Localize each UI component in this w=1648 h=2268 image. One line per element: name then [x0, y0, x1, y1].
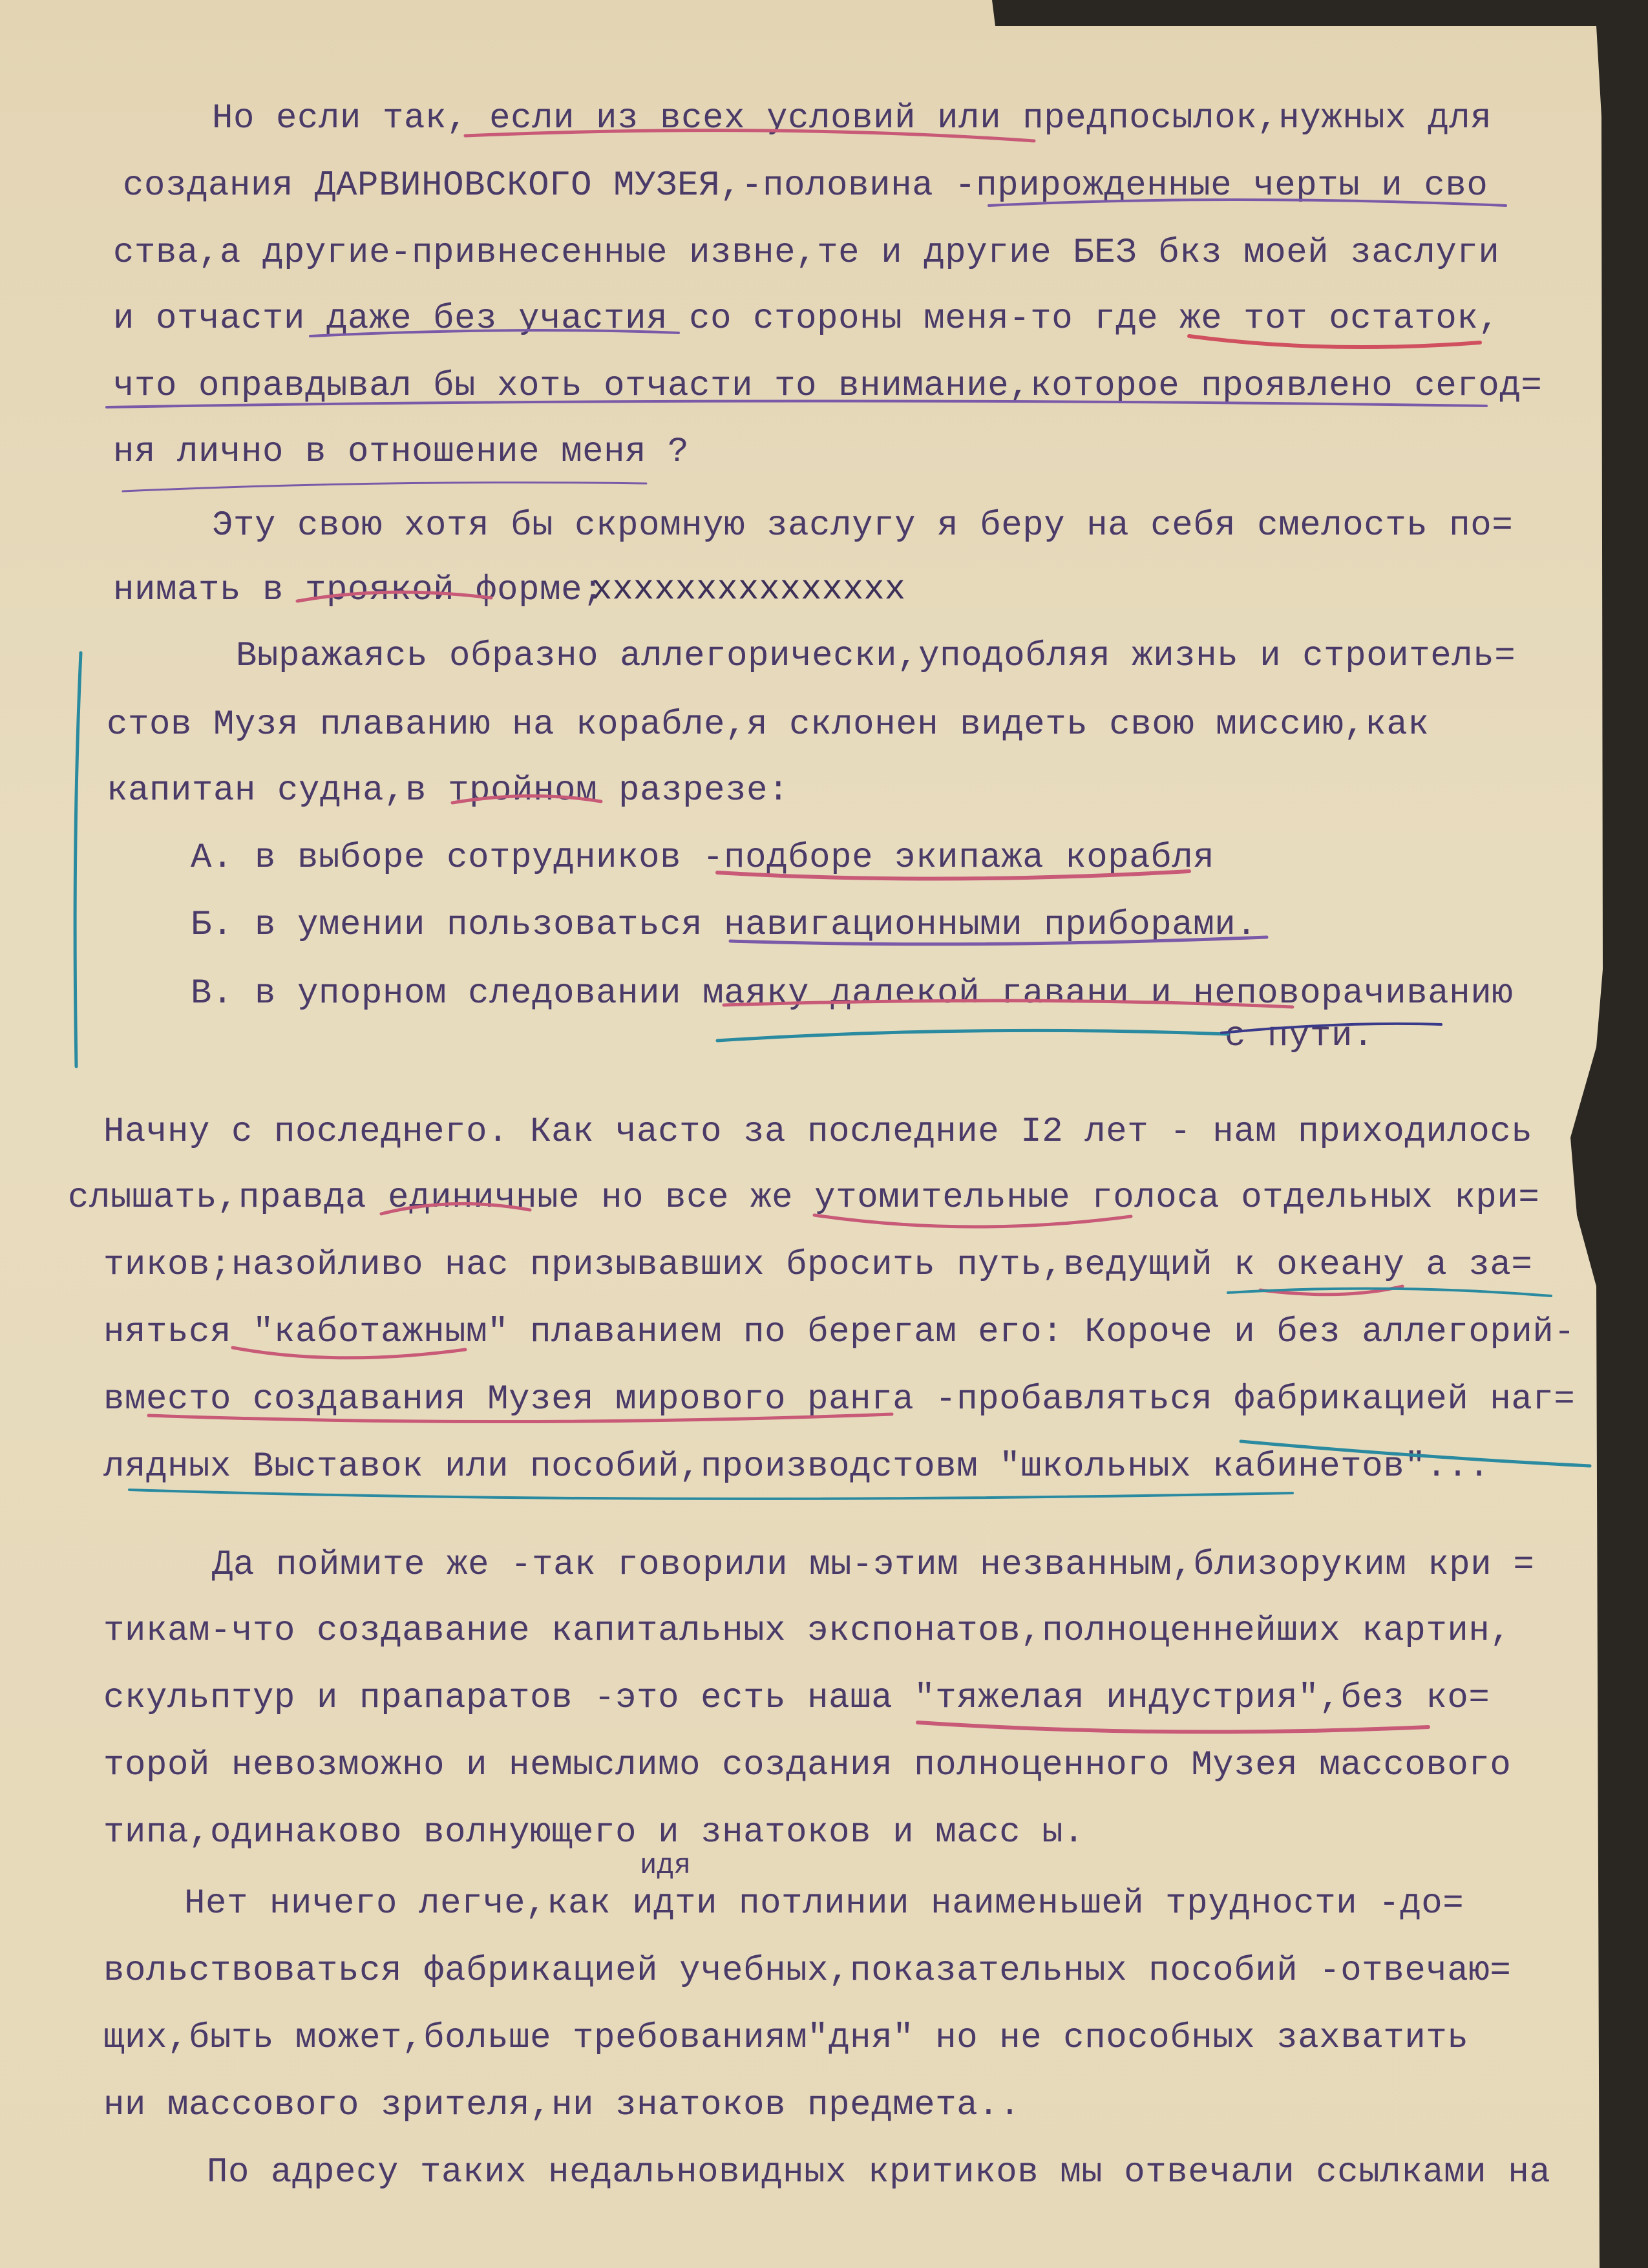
text-line: Но если так, если из всех условий или предпосылок,нужных для [212, 99, 1492, 138]
text-line: няться "каботажным" плаванием по берегам его: Короче и без аллегорий- [103, 1313, 1576, 1352]
pencil-margin-line [75, 653, 81, 1066]
pencil-underline [297, 592, 491, 601]
pencil-underline [1241, 1441, 1590, 1466]
text-line: стов Музя плаванию на корабле,я склонен видеть свою миссию,как [107, 705, 1430, 745]
pencil-underline [918, 1722, 1428, 1732]
text-line: нимать в троякой форме; [113, 571, 604, 610]
text-line: Нет ничего легче,как идти потлинии наименьшей трудности -до= [184, 1884, 1464, 1924]
text-line: типа,одинаково волнующего и знатоков и масс ы. [103, 1813, 1085, 1852]
text-line: Выражаясь образно аллегорически,уподобляя жизнь и строитель= [236, 637, 1516, 676]
text-line: слышать,правда единичные но все же утомительные голоса отдельных кри= [68, 1178, 1540, 1218]
text-line: и отчасти даже без участия со стороны меня-то где же тот остаток, [113, 299, 1500, 339]
list-item: В. в упорном следовании маяку далекой гавани и неповорачиванию [191, 974, 1514, 1013]
pencil-underline [814, 1215, 1131, 1227]
text-line: вместо создавания Музея мирового ранга -пробавляться фабрикацией наг= [103, 1380, 1576, 1419]
pencil-underline [123, 483, 646, 492]
handwritten-insertion: идя [640, 1850, 692, 1882]
list-item: Б. в умении пользоваться навигационными приборами. [191, 906, 1258, 945]
text-line: лядных Выставок или пособий,производстовм "школьных кабинетов"... [103, 1447, 1490, 1487]
text-line: тикам-что создавание капитальных экспонатов,полноценнейших картин, [103, 1611, 1512, 1651]
text-line: Эту свою хотя бы скромную заслугу я беру на себя смелость по= [212, 506, 1514, 546]
text-line: По адресу таких недальновидных критиков мы отвечали ссылками на [207, 2153, 1551, 2192]
text-line: торой невозможно и немыслимо создания полноценного Музея массового [103, 1746, 1512, 1785]
struck-out-text: xxxxxxxxxxxxxxx [591, 570, 906, 609]
pencil-underline [989, 200, 1506, 206]
list-item-continuation: с пути. [1225, 1017, 1375, 1056]
text-line: капитан судна,в тройном разрезе: [107, 771, 790, 811]
pencil-underline [724, 1001, 1293, 1007]
pencil-underline [1221, 1024, 1441, 1033]
pencil-underline [149, 1414, 892, 1422]
pencil-underline [452, 796, 601, 803]
pencil-underline [1189, 336, 1480, 347]
pencil-underline [717, 1030, 1228, 1041]
text-line: создания ДАРВИНОВСКОГО МУЗЕЯ,-половина -прирожденные черты и сво [123, 166, 1488, 206]
pencil-underline [730, 937, 1267, 944]
pencil-underline [717, 871, 1189, 879]
text-line: Начну с последнего. Как часто за последние I2 лет - нам приходилось [103, 1112, 1533, 1152]
pencil-underline [129, 1490, 1293, 1499]
text-line: вольствоваться фабрикацией учебных,показательных пособий -отвечаю= [103, 1951, 1512, 1991]
pencil-underline [233, 1348, 465, 1358]
text-line: ни массового зрителя,ни знатоков предмета.. [103, 2086, 1021, 2125]
text-line: ня лично в отношение меня ? [113, 432, 690, 472]
text-line: ства,а другие-привнесенные извне,те и другие БЕЗ бкз моей заслуги [113, 233, 1500, 273]
text-line: что оправдывал бы хоть отчасти то внимание,которое проявлено сегод= [113, 366, 1543, 406]
pencil-underline [381, 1203, 530, 1214]
pencil-underline [310, 330, 679, 336]
text-line: щих,быть может,больше требованиям"дня" но не способных захватить [103, 2019, 1469, 2058]
text-line: Да поймите же -так говорили мы-этим незванным,близоруким кри = [212, 1545, 1535, 1585]
pencil-underline [465, 131, 1034, 141]
text-line: тиков;назойливо нас призывавших бросить путь,ведущий к океану а за= [103, 1245, 1533, 1285]
list-item: А. в выборе сотрудников -подборе экипажа корабля [191, 838, 1215, 878]
pencil-underline [107, 401, 1486, 407]
text-line: скульптур и прапаратов -это есть наша "тяжелая индустрия",без ко= [103, 1679, 1490, 1718]
